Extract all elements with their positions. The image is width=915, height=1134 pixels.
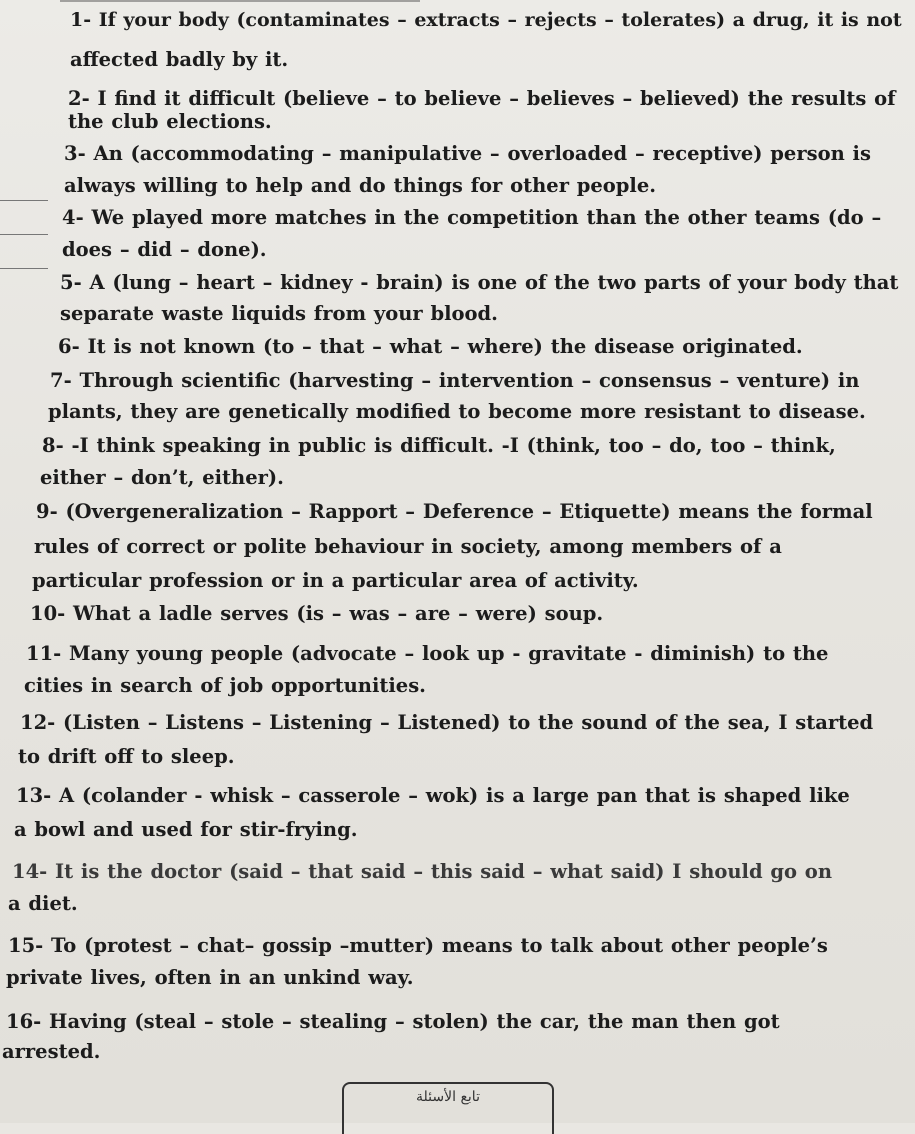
question-line: a bowl and used for stir-frying. xyxy=(14,818,358,841)
question-line: 9- (Overgeneralization – Rapport – Deference – Etiquette) means the formal xyxy=(36,500,873,523)
question-line: 7- Through scientific (harvesting – intervention – consensus – venture) in xyxy=(50,369,860,392)
stamp-text: تابع الأسئلة xyxy=(416,1089,480,1105)
question-line: 2- I find it difficult (believe – to believe – believes – believed) the results of xyxy=(68,87,896,110)
question-line: 12- (Listen – Listens – Listening – Listened) to the sound of the sea, I started xyxy=(20,711,874,734)
question-line: 16- Having (steal – stole – stealing – stolen) the car, the man then got xyxy=(6,1010,780,1033)
question-line: 3- An (accommodating – manipulative – overloaded – receptive) person is xyxy=(64,142,871,165)
question-line: a diet. xyxy=(8,892,78,915)
question-line: plants, they are genetically modified to become more resistant to disease. xyxy=(48,400,866,423)
question-line: private lives, often in an unkind way. xyxy=(6,966,414,989)
continue-stamp xyxy=(342,1082,554,1134)
question-line: 11- Many young people (advocate – look up - gravitate - diminish) to the xyxy=(26,642,829,665)
question-line: to drift off to sleep. xyxy=(18,745,235,768)
question-line: cities in search of job opportunities. xyxy=(24,674,426,697)
question-line: 13- A (colander - whisk – casserole – wok) is a large pan that is shaped like xyxy=(16,784,850,807)
question-line: always willing to help and do things for other people. xyxy=(64,174,657,197)
question-line: affected badly by it. xyxy=(70,48,289,71)
question-line: 8- -I think speaking in public is difficult. -I (think, too – do, too – think, xyxy=(42,434,836,457)
question-line: arrested. xyxy=(2,1040,101,1063)
question-line: 15- To (protest – chat– gossip –mutter) means to talk about other people’s xyxy=(8,934,828,957)
question-line: the club elections. xyxy=(68,110,272,133)
question-line: 10- What a ladle serves (is – was – are – were) soup. xyxy=(30,602,604,625)
question-line: either – don’t, either). xyxy=(40,466,284,489)
question-line: rules of correct or polite behaviour in society, among members of a xyxy=(34,535,782,558)
question-line: 5- A (lung – heart – kidney - brain) is one of the two parts of your body that xyxy=(60,271,899,294)
question-line: 6- It is not known (to – that – what – where) the disease originated. xyxy=(58,335,803,358)
question-line: separate waste liquids from your blood. xyxy=(60,302,498,325)
question-line: 14- It is the doctor (said – that said – this said – what said) I should go on xyxy=(12,860,832,883)
question-line: particular profession or in a particular area of activity. xyxy=(32,569,639,592)
question-line: 1- If your body (contaminates – extracts – rejects – tolerates) a drug, it is not xyxy=(70,9,902,31)
question-line: does – did – done). xyxy=(62,238,267,261)
question-line: 4- We played more matches in the competition than the other teams (do – xyxy=(62,206,882,229)
